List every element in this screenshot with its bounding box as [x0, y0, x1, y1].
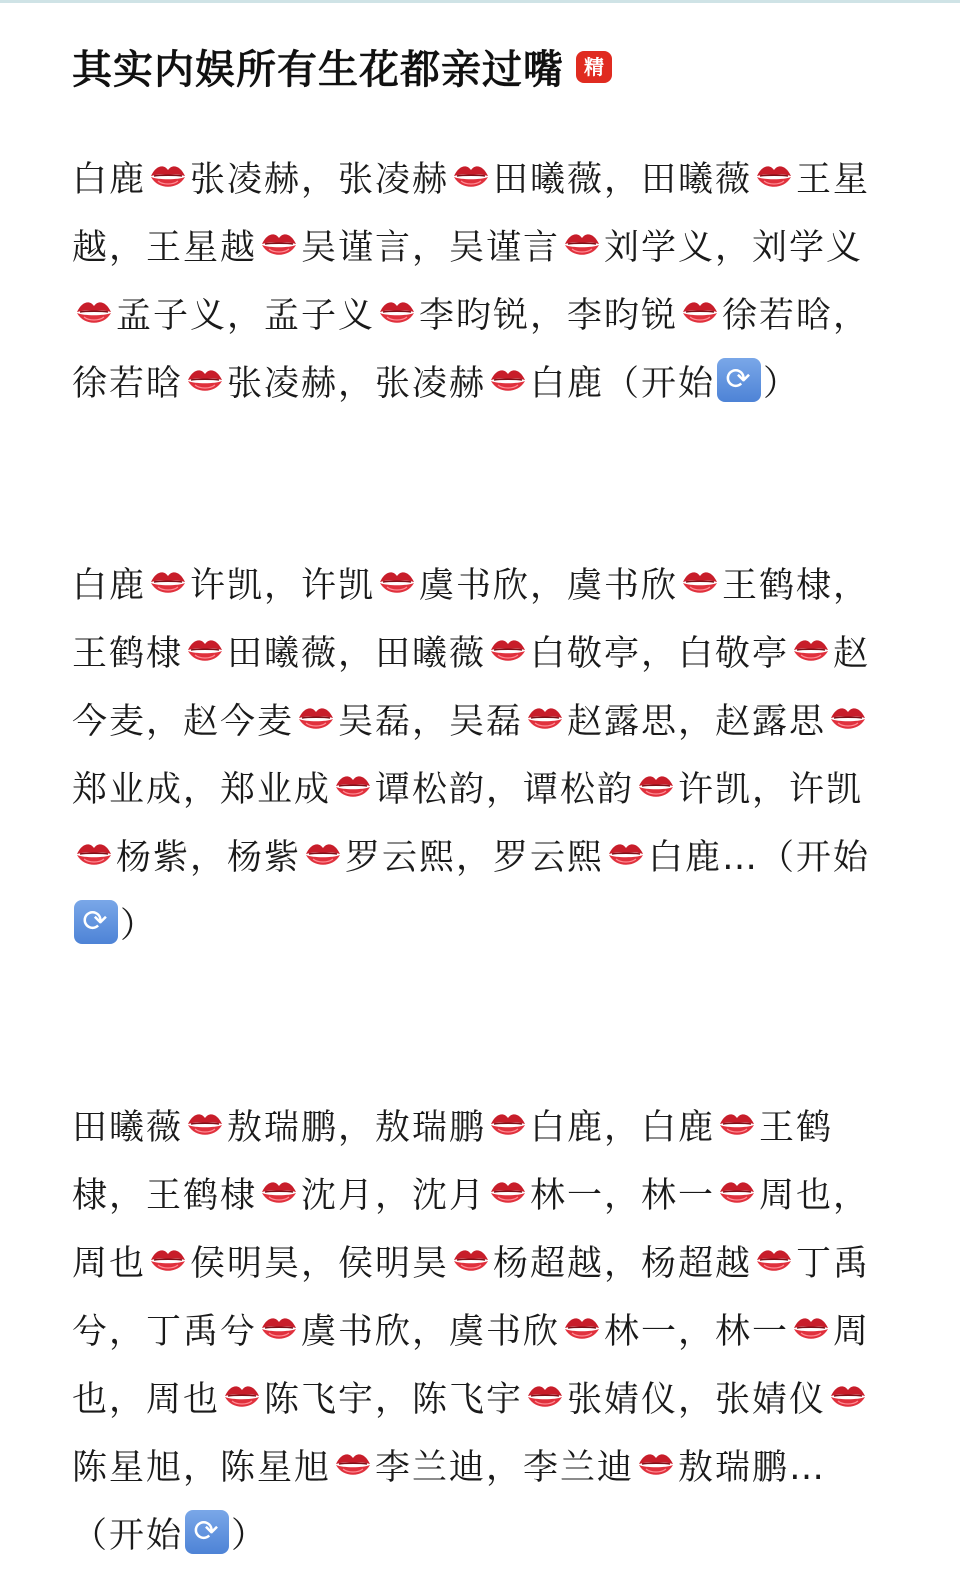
kiss-mark-icon: [377, 295, 417, 331]
name-text: 田曦薇: [72, 1108, 184, 1148]
kiss-mark-icon: [148, 159, 188, 195]
kiss-mark-icon: [259, 1311, 299, 1347]
top-divider: [0, 0, 960, 3]
repeat-icon: [717, 358, 761, 402]
kiss-mark-icon: [828, 701, 868, 737]
kiss-mark-icon: [148, 565, 188, 601]
kiss-mark-icon: [525, 1379, 565, 1415]
name-text: 孟子义，孟子义: [116, 296, 376, 336]
kiss-mark-icon: [636, 1447, 676, 1483]
kiss-mark-icon: [754, 1243, 794, 1279]
name-text: 许凯，许凯: [678, 770, 864, 810]
name-text: 林一，林一: [604, 1312, 790, 1352]
kiss-mark-icon: [222, 1379, 262, 1415]
name-text: 谭松韵，谭松韵: [375, 770, 635, 810]
name-text: 白鹿（开始: [530, 364, 716, 404]
kiss-mark-icon: [148, 1243, 188, 1279]
name-text: 徐若晗，徐若晗: [72, 296, 871, 404]
featured-badge: 精: [576, 51, 612, 83]
name-text: 王鹤棣，王鹤棣: [72, 1108, 834, 1216]
post-title: 其实内娱所有生花都亲过嘴: [72, 47, 564, 93]
name-text: 敖瑞鹏，敖瑞鹏: [227, 1108, 487, 1148]
name-text: 敖瑞鹏…（开始: [72, 1448, 827, 1556]
repeat-icon: [74, 900, 118, 944]
kiss-mark-icon: [185, 633, 225, 669]
paragraph-3: [72, 1094, 892, 1570]
kiss-mark-icon: [74, 295, 114, 331]
paragraph-2: [72, 552, 892, 960]
kiss-mark-icon: [377, 565, 417, 601]
name-text: 沈月，沈月: [301, 1176, 487, 1216]
name-text: 罗云熙，罗云熙: [345, 838, 605, 878]
kiss-mark-icon: [259, 227, 299, 263]
name-text: 侯明昊，侯明昊: [190, 1244, 450, 1284]
kiss-mark-icon: [488, 1175, 528, 1211]
name-text: 李兰迪，李兰迪: [375, 1448, 635, 1488]
paragraph-1: [72, 146, 892, 418]
name-text: 白鹿: [72, 160, 147, 200]
kiss-mark-icon: [451, 1243, 491, 1279]
name-text: 田曦薇，田曦薇: [493, 160, 753, 200]
name-text: 虞书欣，虞书欣: [301, 1312, 561, 1352]
name-text: 赵露思，赵露思: [567, 702, 827, 742]
name-text: 丁禹兮，丁禹兮: [72, 1244, 871, 1352]
kiss-mark-icon: [451, 159, 491, 195]
name-text: 田曦薇，田曦薇: [227, 634, 487, 674]
name-text: 张凌赫，张凌赫: [227, 364, 487, 404]
name-text: 陈飞宇，陈飞宇: [264, 1380, 524, 1420]
kiss-mark-icon: [333, 769, 373, 805]
kiss-mark-icon: [606, 837, 646, 873]
kiss-mark-icon: [791, 633, 831, 669]
name-text: 李昀锐，李昀锐: [419, 296, 679, 336]
repeat-icon: [185, 1510, 229, 1554]
kiss-mark-icon: [680, 295, 720, 331]
name-text: 杨超越，杨超越: [493, 1244, 753, 1284]
name-text: 王鹤棣，王鹤棣: [72, 566, 871, 674]
kiss-mark-icon: [259, 1175, 299, 1211]
name-text: 张凌赫，张凌赫: [190, 160, 450, 200]
kiss-mark-icon: [562, 227, 602, 263]
kiss-mark-icon: [717, 1107, 757, 1143]
paragraph-ending: ）: [763, 364, 801, 404]
name-text: 白鹿，白鹿: [530, 1108, 716, 1148]
kiss-mark-icon: [828, 1379, 868, 1415]
kiss-mark-icon: [333, 1447, 373, 1483]
kiss-mark-icon: [185, 363, 225, 399]
name-text: 刘学义，刘学义: [604, 228, 864, 268]
name-text: 白鹿: [72, 566, 147, 606]
paragraph-ending: ）: [120, 906, 158, 946]
name-text: 张婧仪，张婧仪: [567, 1380, 827, 1420]
kiss-mark-icon: [296, 701, 336, 737]
name-text: 许凯，许凯: [190, 566, 376, 606]
kiss-mark-icon: [488, 1107, 528, 1143]
post-header: [72, 38, 612, 95]
name-text: 虞书欣，虞书欣: [419, 566, 679, 606]
kiss-mark-icon: [680, 565, 720, 601]
name-text: 王星越，王星越: [72, 160, 871, 268]
name-text: 陈星旭，陈星旭: [72, 1448, 332, 1488]
name-text: 白鹿…（开始: [648, 838, 871, 878]
name-text: 林一，林一: [530, 1176, 716, 1216]
name-text: 周也，周也: [72, 1312, 871, 1420]
kiss-mark-icon: [185, 1107, 225, 1143]
name-text: 杨紫，杨紫: [116, 838, 302, 878]
kiss-mark-icon: [791, 1311, 831, 1347]
kiss-mark-icon: [636, 769, 676, 805]
kiss-mark-icon: [488, 363, 528, 399]
name-text: 吴谨言，吴谨言: [301, 228, 561, 268]
kiss-mark-icon: [717, 1175, 757, 1211]
kiss-mark-icon: [562, 1311, 602, 1347]
post-body: [72, 146, 892, 1570]
name-text: 吴磊，吴磊: [338, 702, 524, 742]
name-text: 赵今麦，赵今麦: [72, 634, 871, 742]
name-text: 周也，周也: [72, 1176, 871, 1284]
kiss-mark-icon: [754, 159, 794, 195]
kiss-mark-icon: [488, 633, 528, 669]
kiss-mark-icon: [525, 701, 565, 737]
kiss-mark-icon: [303, 837, 343, 873]
paragraph-ending: ）: [231, 1516, 269, 1556]
name-text: 郑业成，郑业成: [72, 770, 332, 810]
kiss-mark-icon: [74, 837, 114, 873]
name-text: 白敬亭，白敬亭: [530, 634, 790, 674]
